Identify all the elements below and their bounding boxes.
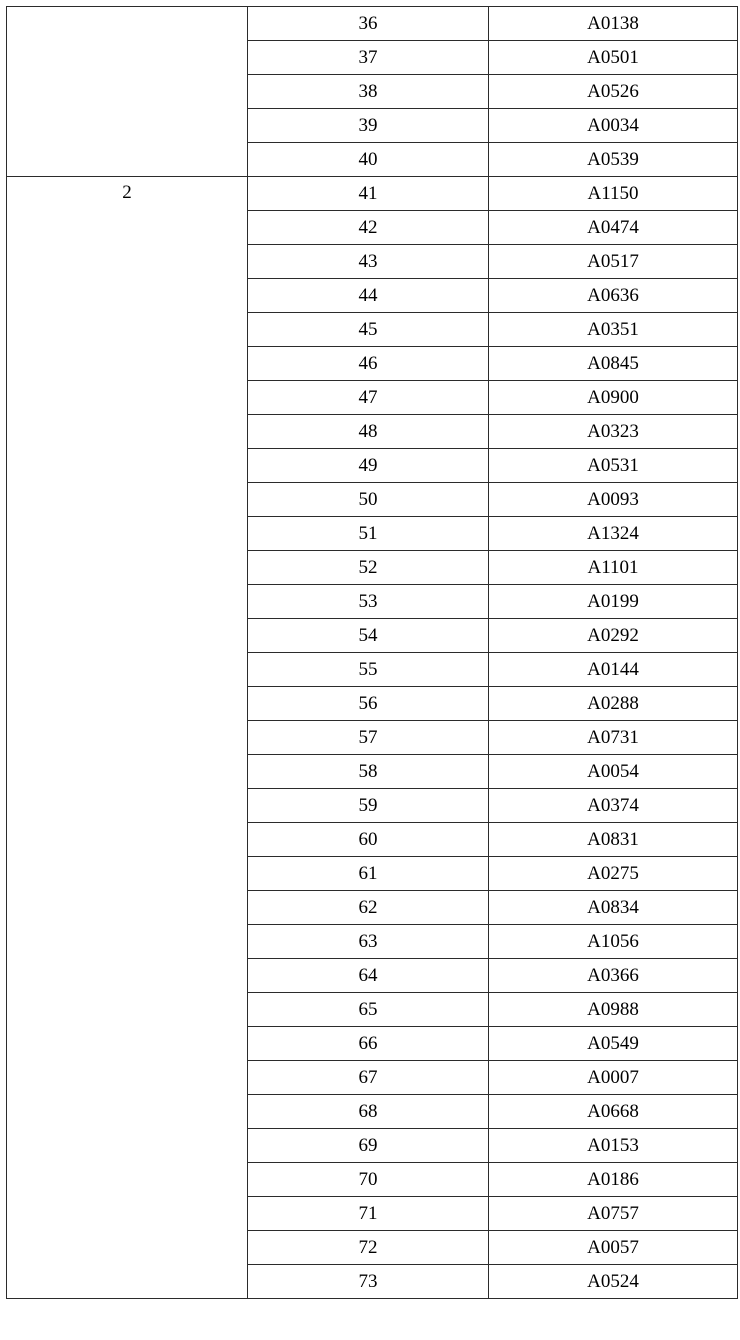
row-index-cell: 47	[248, 381, 489, 415]
row-code-cell: A0057	[489, 1231, 738, 1265]
row-code-cell: A0731	[489, 721, 738, 755]
row-code-cell: A0323	[489, 415, 738, 449]
row-code-cell: A0668	[489, 1095, 738, 1129]
row-index-cell: 63	[248, 925, 489, 959]
row-index-cell: 65	[248, 993, 489, 1027]
row-index-cell: 64	[248, 959, 489, 993]
row-index-cell: 51	[248, 517, 489, 551]
group-cell	[7, 7, 248, 177]
row-index-cell: 43	[248, 245, 489, 279]
row-index-cell: 39	[248, 109, 489, 143]
row-index-cell: 52	[248, 551, 489, 585]
row-index-cell: 54	[248, 619, 489, 653]
row-code-cell: A1101	[489, 551, 738, 585]
row-index-cell: 42	[248, 211, 489, 245]
row-code-cell: A0524	[489, 1265, 738, 1299]
row-index-cell: 55	[248, 653, 489, 687]
row-code-cell: A0374	[489, 789, 738, 823]
row-code-cell: A0757	[489, 1197, 738, 1231]
row-code-cell: A0501	[489, 41, 738, 75]
data-table	[6, 6, 738, 1299]
row-index-cell: 49	[248, 449, 489, 483]
row-code-cell: A0531	[489, 449, 738, 483]
row-code-cell: A0549	[489, 1027, 738, 1061]
row-code-cell: A0834	[489, 891, 738, 925]
row-code-cell: A0526	[489, 75, 738, 109]
row-index-cell: 71	[248, 1197, 489, 1231]
row-index-cell: 67	[248, 1061, 489, 1095]
row-code-cell: A0474	[489, 211, 738, 245]
row-index-cell: 41	[248, 177, 489, 211]
row-index-cell: 59	[248, 789, 489, 823]
row-code-cell: A0292	[489, 619, 738, 653]
row-index-cell: 72	[248, 1231, 489, 1265]
row-code-cell: A0199	[489, 585, 738, 619]
row-code-cell: A0351	[489, 313, 738, 347]
row-index-cell: 68	[248, 1095, 489, 1129]
table-row	[7, 177, 738, 211]
table-row	[7, 7, 738, 41]
row-code-cell: A0831	[489, 823, 738, 857]
row-index-cell: 58	[248, 755, 489, 789]
row-code-cell: A0093	[489, 483, 738, 517]
row-code-cell: A0288	[489, 687, 738, 721]
row-code-cell: A0275	[489, 857, 738, 891]
row-code-cell: A0054	[489, 755, 738, 789]
row-code-cell: A0186	[489, 1163, 738, 1197]
row-code-cell: A0845	[489, 347, 738, 381]
row-code-cell: A0144	[489, 653, 738, 687]
row-index-cell: 40	[248, 143, 489, 177]
row-index-cell: 36	[248, 7, 489, 41]
row-code-cell: A0034	[489, 109, 738, 143]
row-index-cell: 62	[248, 891, 489, 925]
row-index-cell: 38	[248, 75, 489, 109]
row-code-cell: A0153	[489, 1129, 738, 1163]
row-index-cell: 57	[248, 721, 489, 755]
row-code-cell: A0517	[489, 245, 738, 279]
document-page	[0, 6, 740, 1340]
row-code-cell: A0988	[489, 993, 738, 1027]
row-index-cell: 56	[248, 687, 489, 721]
row-code-cell: A0007	[489, 1061, 738, 1095]
row-index-cell: 50	[248, 483, 489, 517]
row-index-cell: 53	[248, 585, 489, 619]
row-index-cell: 48	[248, 415, 489, 449]
row-code-cell: A1056	[489, 925, 738, 959]
row-code-cell: A0900	[489, 381, 738, 415]
row-index-cell: 46	[248, 347, 489, 381]
row-code-cell: A0366	[489, 959, 738, 993]
group-cell: 2	[7, 177, 248, 1299]
row-index-cell: 66	[248, 1027, 489, 1061]
row-code-cell: A1150	[489, 177, 738, 211]
row-code-cell: A0138	[489, 7, 738, 41]
row-index-cell: 69	[248, 1129, 489, 1163]
row-index-cell: 70	[248, 1163, 489, 1197]
row-code-cell: A0539	[489, 143, 738, 177]
row-index-cell: 60	[248, 823, 489, 857]
row-index-cell: 44	[248, 279, 489, 313]
row-index-cell: 45	[248, 313, 489, 347]
row-code-cell: A0636	[489, 279, 738, 313]
row-index-cell: 61	[248, 857, 489, 891]
row-code-cell: A1324	[489, 517, 738, 551]
row-index-cell: 73	[248, 1265, 489, 1299]
row-index-cell: 37	[248, 41, 489, 75]
